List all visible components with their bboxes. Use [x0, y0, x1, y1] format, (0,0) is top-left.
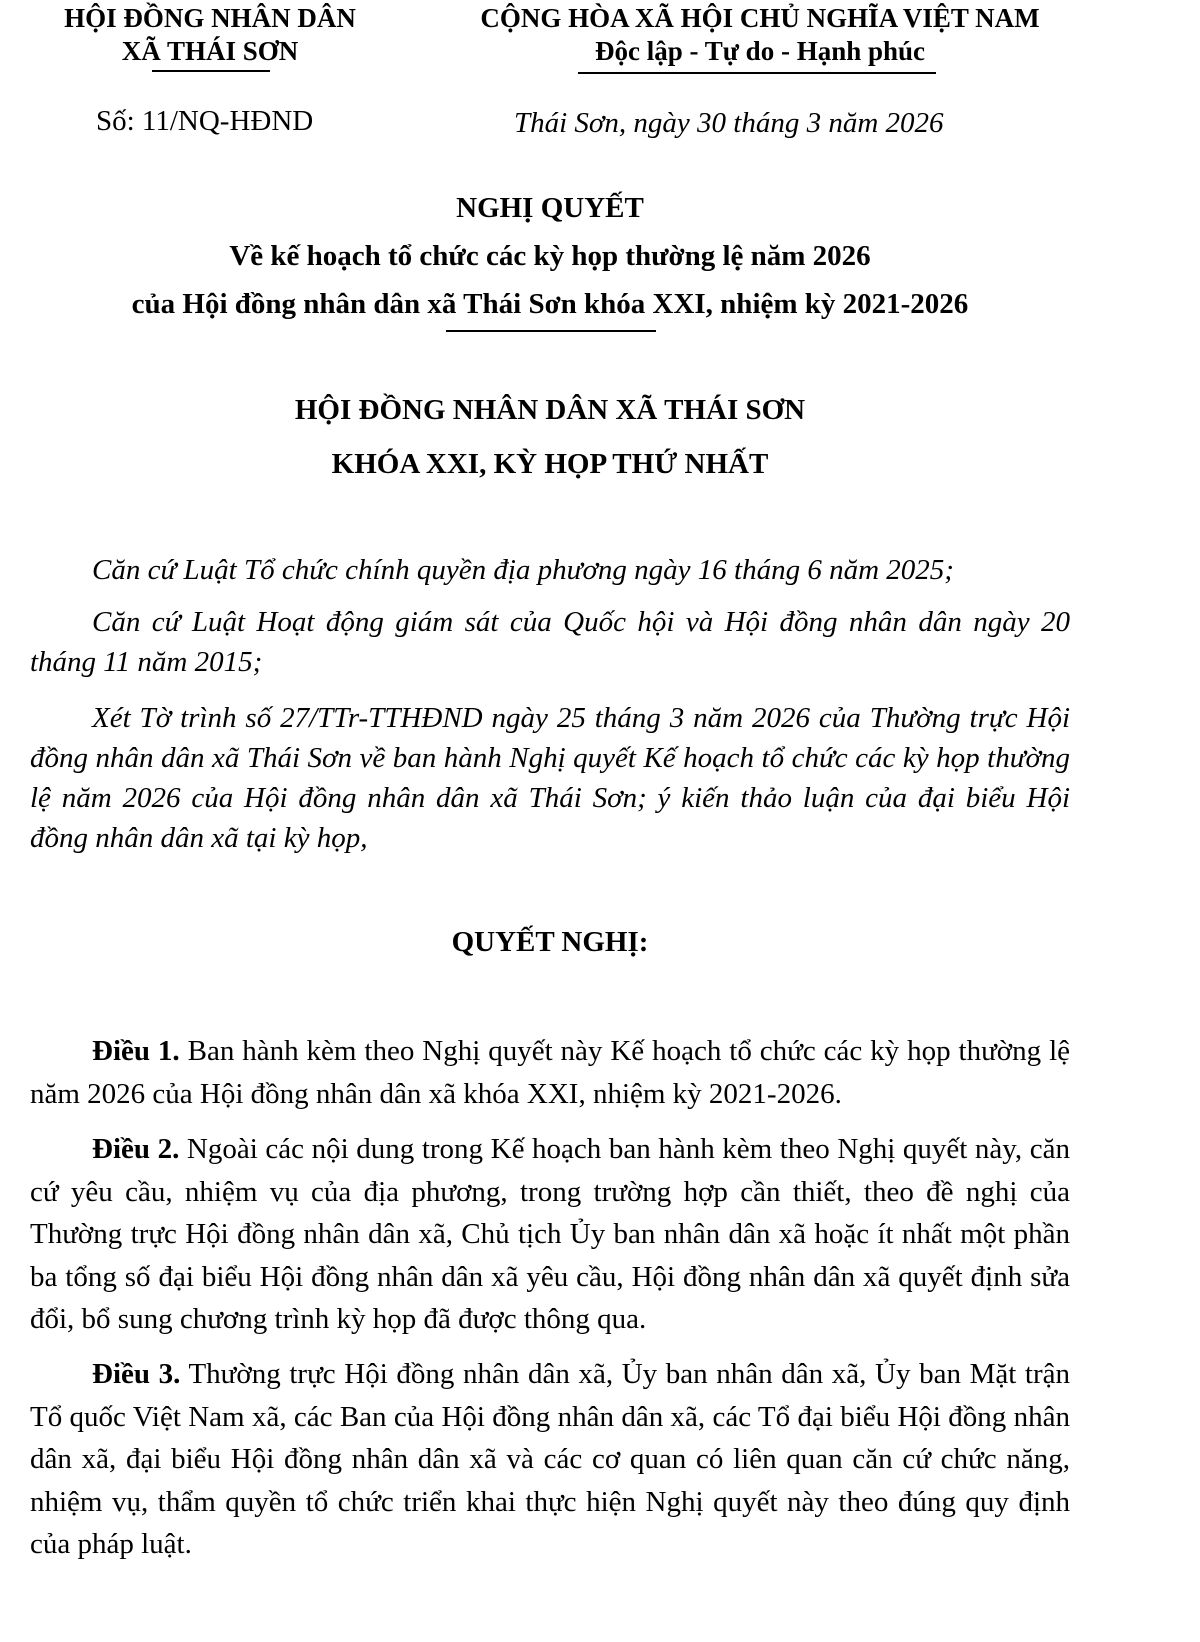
article-1 — [30, 1030, 1070, 1115]
issuing-body-underline — [152, 70, 270, 72]
legal-basis-2: Căn cứ Luật Hoạt động giám sát của Quốc hội và Hội đồng nhân dân ngày 20 tháng 11 năm 2015; — [30, 606, 1070, 678]
article-2 — [30, 1128, 1070, 1341]
title-underline — [446, 330, 656, 332]
article-1-text: Ban hành kèm theo Nghị quyết này Kế hoạch tổ chức các kỳ họp thường lệ năm 2026 của Hội đồng nhân dân xã khóa XXI, nhiệm kỳ 2021-2026. — [30, 1035, 1070, 1110]
article-2-text: Ngoài các nội dung trong Kế hoạch ban hành kèm theo Nghị quyết này, căn cứ yêu cầu, nhiệm vụ của địa phương, trong trường hợp cần thiết, theo đề nghị của Thường trực Hội đồng nhân dân xã, Chủ tịch Ủy ban nhân dân xã hoặc ít nhất một phần ba tổng số đại biểu Hội đồng nhân dân xã yêu cầu, Hội đồng nhân dân xã quyết định sửa đổi, bổ sung chương trình kỳ họp đã được thông qua. — [30, 1133, 1071, 1335]
article-3 — [30, 1353, 1070, 1566]
title-line2: Về kế hoạch tổ chức các kỳ họp thường lệ năm 2026 — [229, 240, 871, 272]
national-title — [420, 2, 1100, 68]
council-name: HỘI ĐỒNG NHÂN DÂN XÃ THÁI SƠN — [294, 394, 806, 426]
place-date: Thái Sơn, ngày 30 tháng 3 năm 2026 — [514, 107, 944, 139]
national-motto-underline — [578, 72, 936, 74]
council-session: KHÓA XXI, KỲ HỌP THỨ NHẤT — [331, 448, 769, 480]
national-motto: Độc lập - Tự do - Hạnh phúc — [594, 36, 926, 66]
title-line1: NGHỊ QUYẾT — [456, 192, 644, 224]
legal-basis-3: Xét Tờ trình số 27/TTr-TTHĐND ngày 25 tháng 3 năm 2026 của Thường trực Hội đồng nhân dân xã Thái Sơn về ban hành Nghị quyết Kế hoạch tổ chức các kỳ họp thường lệ năm 2026 của Hội đồng nhân dân xã Thái Sơn; ý kiến thảo luận của đại biểu Hội đồng nhân dân xã tại kỳ họp, — [30, 702, 1070, 854]
issuing-body — [40, 2, 380, 68]
title-line3: của Hội đồng nhân dân xã Thái Sơn khóa XXI, nhiệm kỳ 2021-2026 — [131, 288, 969, 320]
national-title-line1: CỘNG HÒA XÃ HỘI CHỦ NGHĨA VIỆT NAM — [480, 3, 1040, 33]
article-2-label: Điều 2. — [92, 1133, 180, 1165]
article-3-text: Thường trực Hội đồng nhân dân xã, Ủy ban nhân dân xã, Ủy ban Mặt trận Tổ quốc Việt Nam xã, các Ban của Hội đồng nhân dân xã, các Tổ đại biểu Hội đồng nhân dân xã, đại biểu Hội đồng nhân dân xã và các cơ quan có liên quan căn cứ chức năng, nhiệm vụ, thẩm quyền tổ chức triển khai thực hiện Nghị quyết này theo đúng quy định của pháp luật. — [30, 1358, 1070, 1560]
document-number: Số: 11/NQ-HĐND — [96, 105, 314, 137]
decide-heading: QUYẾT NGHỊ: — [451, 926, 649, 958]
article-1-label: Điều 1. — [92, 1035, 180, 1067]
issuing-body-line2: XÃ THÁI SƠN — [121, 36, 299, 66]
legal-basis-1: Căn cứ Luật Tổ chức chính quyền địa phương ngày 16 tháng 6 năm 2025; — [92, 554, 954, 586]
issuing-body-line1: HỘI ĐỒNG NHÂN DÂN — [64, 3, 356, 33]
article-3-label: Điều 3. — [92, 1358, 181, 1390]
